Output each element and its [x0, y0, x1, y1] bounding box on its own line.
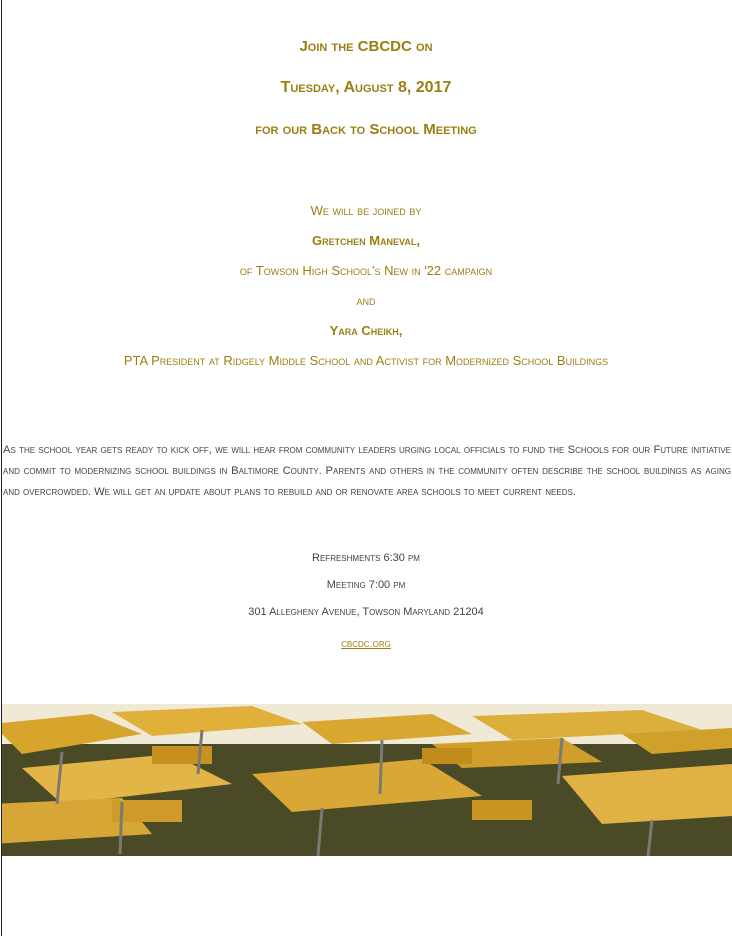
- and-text: and: [356, 293, 376, 308]
- event-address: 301 Allegheny Avenue, Towson Maryland 21204: [248, 606, 484, 618]
- description-paragraph: As the school year gets ready to kick off, we will hear from community leaders urging local officials to fund the Schools for our Future initiative and commit to modernizing school buildings in Baltimore County. Parents and others in the community often describe the school buildings as aging and overcrowded. We will get an update about plans to rebuild and or renovate area schools to meet current needs.: [3, 444, 731, 498]
- guests-intro: We will be joined by: [310, 203, 422, 218]
- event-date: Tuesday, August 8, 2017: [280, 79, 452, 96]
- invite-heading: Join the CBCDC on: [299, 38, 433, 55]
- refreshments-time: Refreshments 6:30 pm: [312, 552, 420, 564]
- event-title: for our Back to School Meeting: [255, 121, 477, 138]
- guest1-description: of Towson High School's New in '22 campaign: [239, 263, 493, 278]
- guest2-description: PTA President at Ridgely Middle School and Activist for Modernized School Buildings: [123, 353, 609, 368]
- desks-illustration: [2, 704, 732, 856]
- meeting-time: Meeting 7:00 pm: [326, 579, 406, 591]
- classroom-desks-photo: [2, 704, 732, 856]
- website-row: [0, 634, 732, 652]
- guest1-name: Gretchen Maneval,: [312, 233, 420, 248]
- website-link[interactable]: cbcdc.org: [341, 638, 391, 650]
- guest2-name: Yara Cheikh,: [329, 323, 403, 338]
